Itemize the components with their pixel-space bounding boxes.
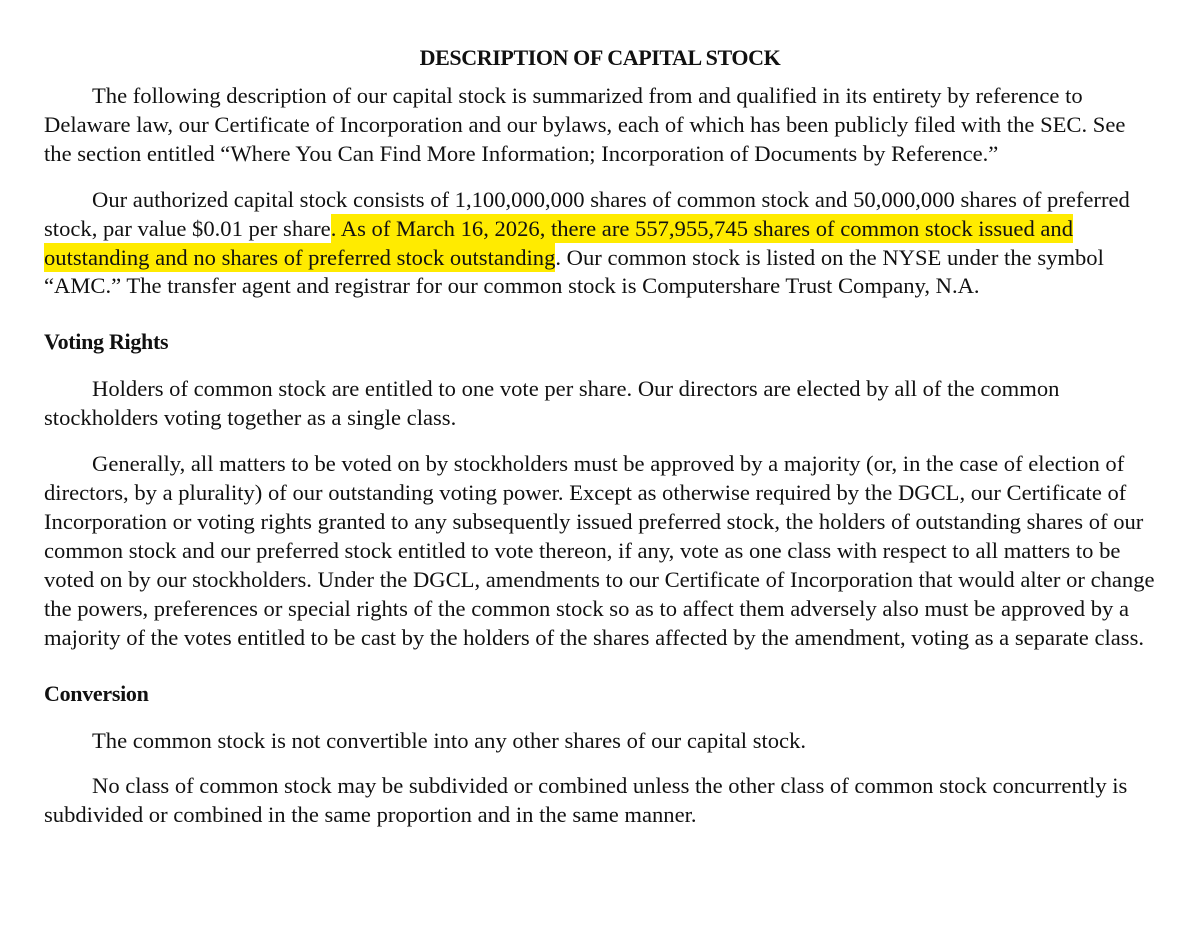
document-page	[44, 44, 1156, 830]
conversion-paragraph-2: No class of common stock may be subdivided or combined unless the other class of common stock concurrently is subdivided or combined in the same proportion and in the same manner.	[44, 773, 1128, 828]
authorized-stock-paragraph	[44, 186, 1156, 302]
highlighted-outstanding-shares-text: . As of March 16, 2026, there are 557,955,745 shares of common stock issued and outstanding and no shares of preferred stock outstanding	[44, 215, 1074, 270]
conversion-heading: Conversion	[44, 680, 149, 706]
intro-paragraph: The following description of our capital stock is summarized from and qualified in its entirety by reference to Delaware law, our Certificate of Incorporation and our bylaws, each of which has been publicly filed with the SEC. See the section entitled “Where You Can Find More Information; Incorporation of Documents by Reference.”	[44, 83, 1126, 166]
conversion-paragraph-1: The common stock is not convertible into any other shares of our capital stock.	[92, 727, 807, 753]
document-title: DESCRIPTION OF CAPITAL STOCK	[419, 45, 781, 70]
voting-rights-paragraph-1: Holders of common stock are entitled to one vote per share. Our directors are elected by all of the common stockholders voting together as a single class.	[44, 376, 1060, 431]
listing-and-transfer-agent-text: . Our common stock is listed on the NYSE under the symbol “AMC.” The transfer agent and registrar for our common stock is Computershare Trust Company, N.A.	[44, 244, 1104, 299]
voting-rights-paragraph-2: Generally, all matters to be voted on by stockholders must be approved by a majority (or, in the case of election of directors, by a plurality) of our outstanding voting power. Except as otherwise required by the DGCL, our Certificate of Incorporation or voting rights granted to any subsequently issued preferred stock, the holders of outstanding shares of our common stock and our preferred stock entitled to vote thereon, if any, vote as one class with respect to all matters to be voted on by our stockholders. Under the DGCL, amendments to our Certificate of Incorporation that would alter or change the powers, preferences or special rights of the common stock so as to affect them adversely also must be approved by a majority of the votes entitled to be cast by the holders of the shares affected by the amendment, voting as a separate class.	[44, 451, 1155, 650]
voting-rights-heading: Voting Rights	[44, 329, 169, 355]
authorized-stock-text: Our authorized capital stock consists of 1,100,000,000 shares of common stock and 50,000,000 shares of preferred stock, par value $0.01 per share	[44, 186, 1130, 241]
